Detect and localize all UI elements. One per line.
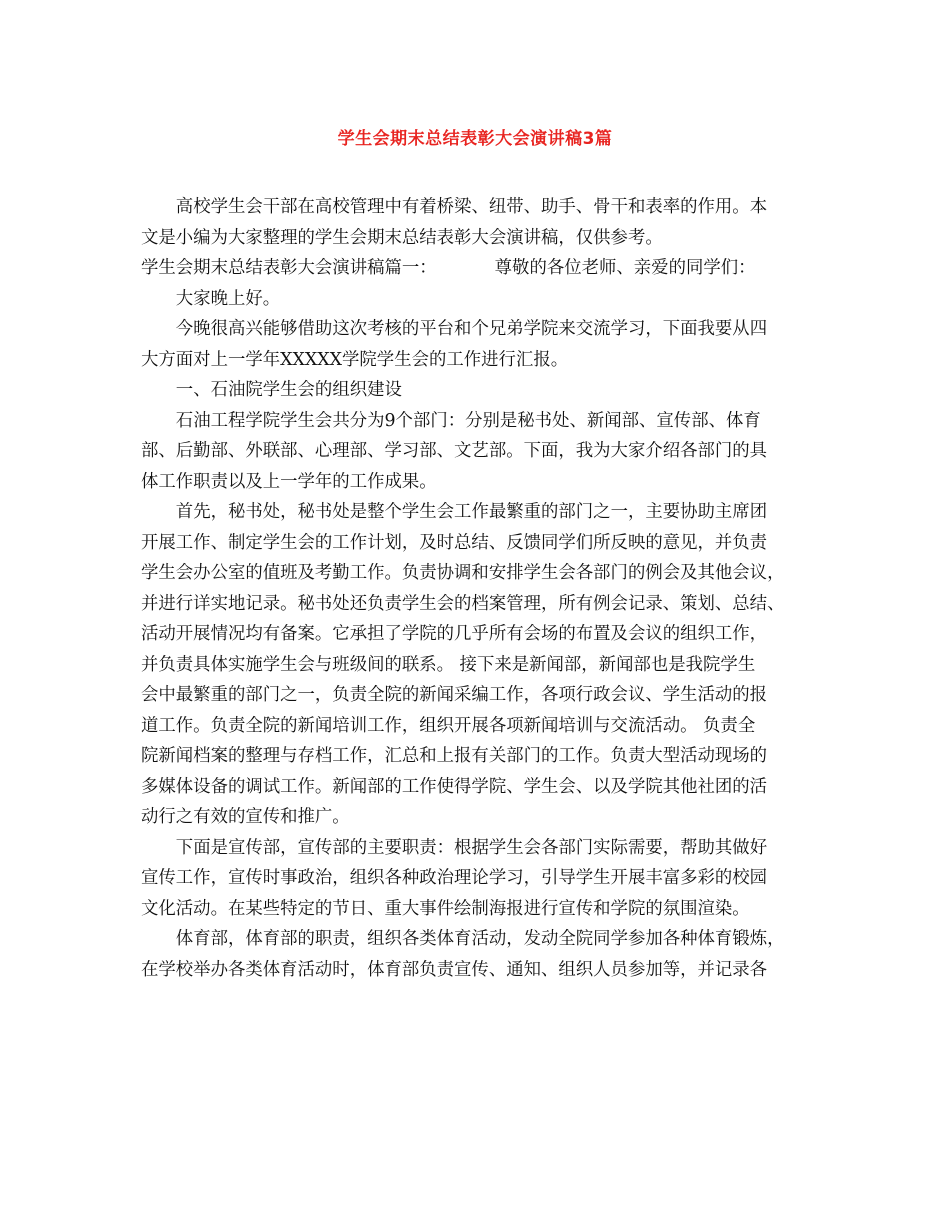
text-line-content: 开展工作、制定学生会的工作计划，及时总结、反馈同学们所反映的意见，并负责	[141, 532, 768, 553]
text-line	[141, 314, 825, 345]
text-line-content: 宣传工作，宣传时事政治，组织各种政治理论学习，引导学生开展丰富多彩的校园	[141, 868, 768, 888]
text-line	[141, 192, 825, 223]
text-line	[141, 650, 825, 681]
text-line-content: 文化活动。在某些特定的节日、重大事件绘制海报进行宣传和学院的氛围渲染。	[141, 898, 750, 919]
text-line	[141, 406, 825, 437]
text-line-content: 动行之有效的宣传和推广。	[141, 807, 350, 827]
text-line-content: 体工作职责以及上一学年的工作成果。	[141, 471, 437, 492]
text-line	[141, 802, 825, 833]
document-title: 学生会期末总结表彰大会演讲稿3篇	[337, 129, 613, 149]
text-line-content: 石油工程学院学生会共分为9个部门：分别是秘书处、新闻部、宣传部、体育	[175, 410, 761, 431]
text-line	[141, 558, 825, 589]
text-line	[141, 253, 825, 284]
text-line-content: 并负责具体实施学生会与班级间的联系。 接下来是新闻部，新闻部也是我院学生	[141, 654, 756, 675]
text-line	[141, 863, 825, 894]
text-line	[141, 345, 825, 376]
text-line	[141, 589, 825, 620]
text-line	[141, 680, 825, 711]
text-line	[141, 955, 825, 986]
text-line-content: 院新闻档案的整理与存档工作，汇总和上报有关部门的工作。负责大型活动现场的	[141, 746, 768, 766]
text-line	[141, 497, 825, 528]
document-body	[141, 192, 825, 985]
text-line-content: 部、后勤部、外联部、心理部、学习部、文艺部。下面，我为大家介绍各部门的具	[141, 441, 768, 461]
text-line-content: 高校学生会干部在高校管理中有着桥梁、纽带、助手、骨干和表率的作用。本	[175, 197, 768, 217]
text-line-content: 文是小编为大家整理的学生会期末总结表彰大会演讲稿，仅供参考。	[141, 227, 663, 248]
text-line	[141, 436, 825, 467]
salutation: 尊敬的各位老师、亲爱的同学们：	[494, 258, 756, 278]
text-line-content: 会中最繁重的部门之一，负责全院的新闻采编工作，各项行政会议、学生活动的报	[141, 685, 768, 705]
text-line	[141, 741, 825, 772]
text-line-content: 一、石油院学生会的组织建设	[175, 380, 402, 400]
text-line	[141, 924, 825, 955]
text-line	[141, 467, 825, 498]
text-line-content: 学生会办公室的值班及考勤工作。负责协调和安排学生会各部门的例会及其他会议，	[141, 563, 785, 583]
text-line	[141, 894, 825, 925]
text-line	[141, 223, 825, 254]
text-line-content: 并进行详实地记录。秘书处还负责学生会的档案管理，所有例会记录、策划、总结、	[141, 593, 785, 614]
text-line-content: 大家晚上好。	[175, 288, 281, 309]
text-line	[141, 619, 825, 650]
text-line	[141, 528, 825, 559]
text-line-content: 在学校举办各类体育活动时，体育部负责宣传、通知、组织人员参加等，并记录各	[141, 959, 768, 980]
text-line	[141, 284, 825, 315]
text-line	[141, 833, 825, 864]
text-line-content: 学生会期末总结表彰大会演讲稿篇一：	[141, 258, 437, 278]
text-line-content: 道工作。负责全院的新闻培训工作，组织开展各项新闻培训与交流活动。 负责全	[141, 715, 756, 736]
text-line-content: 多媒体设备的调试工作。新闻部的工作使得学院、学生会、以及学院其他社团的活	[141, 776, 768, 797]
text-line-content: 今晚很高兴能够借助这次考核的平台和个兄弟学院来交流学习，下面我要从四	[175, 319, 768, 339]
text-line-content: 大方面对上一学年XXXXX学院学生会的工作进行汇报。	[141, 349, 569, 370]
text-line-content: 下面是宣传部，宣传部的主要职责：根据学生会各部门实际需要，帮助其做好	[175, 837, 768, 858]
text-line-content: 首先，秘书处，秘书处是整个学生会工作最繁重的部门之一，主要协助主席团	[175, 502, 768, 522]
text-line	[141, 711, 825, 742]
text-line	[141, 375, 825, 406]
text-line-content: 活动开展情况均有备案。它承担了学院的几乎所有会场的布置及会议的组织工作，	[141, 624, 768, 644]
text-line	[141, 772, 825, 803]
text-line-content: 体育部，体育部的职责，组织各类体育活动，发动全院同学参加各种体育锻炼，	[175, 929, 785, 949]
